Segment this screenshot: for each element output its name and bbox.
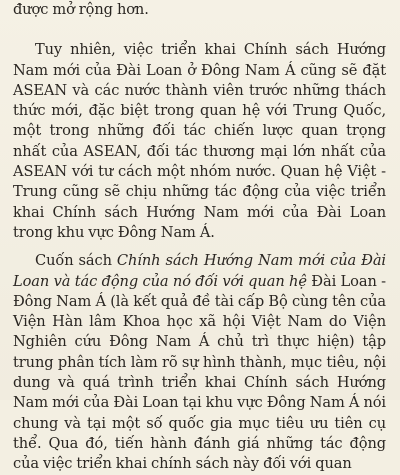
paragraph-1: [0, 40, 400, 243]
book-title: Chính sách Hướng Nam mới của Đài Loan và tác động của nó đối với quan hệ: [13, 252, 386, 290]
intro-text: được mở rộng hơn.: [13, 1, 149, 18]
paragraph-2-start: Cuốn sách: [35, 252, 117, 270]
paragraph-2-rest: Đài Loan - Đông Nam Á (là kết quả đề tài cấp Bộ cùng tên của Viện Hàn lâm Khoa học xã hội Việt Nam do Viện Nghiên cứu Đông Nam Á chủ trì thực hiện) tập trung phân tích làm rõ sự hình thành, mục tiêu, nội dung và quá trình triển khai Chính sách Hướng Nam mới của Đài Loan tại khu vực Đông Nam Á nói chung và tại một số quốc gia mục tiêu ưu tiên cụ thể. Qua đó, tiến hành đánh giá những tác động của việc triển khai chính sách này đối với quan: [13, 272, 386, 473]
paragraph-2: [0, 251, 400, 474]
paragraph-1-text: Tuy nhiên, việc triển khai Chính sách Hướng Nam mới của Đài Loan ở Đông Nam Á cũng sẽ đặt ASEAN và các nước thành viên trước những thách thức mới, đặc biệt trong quan hệ với Trung Quốc, một trong những đối tác chiến lược quan trọng nhất của ASEAN, đối tác thương mại lớn nhất của ASEAN với tư cách một nhóm nước. Quan hệ Việt - Trung cũng sẽ chịu những tác động của việc triển khai Chính sách Hướng Nam mới của Đài Loan trong khu vực Đông Nam Á.: [13, 41, 386, 241]
intro-fragment: [0, 0, 400, 20]
